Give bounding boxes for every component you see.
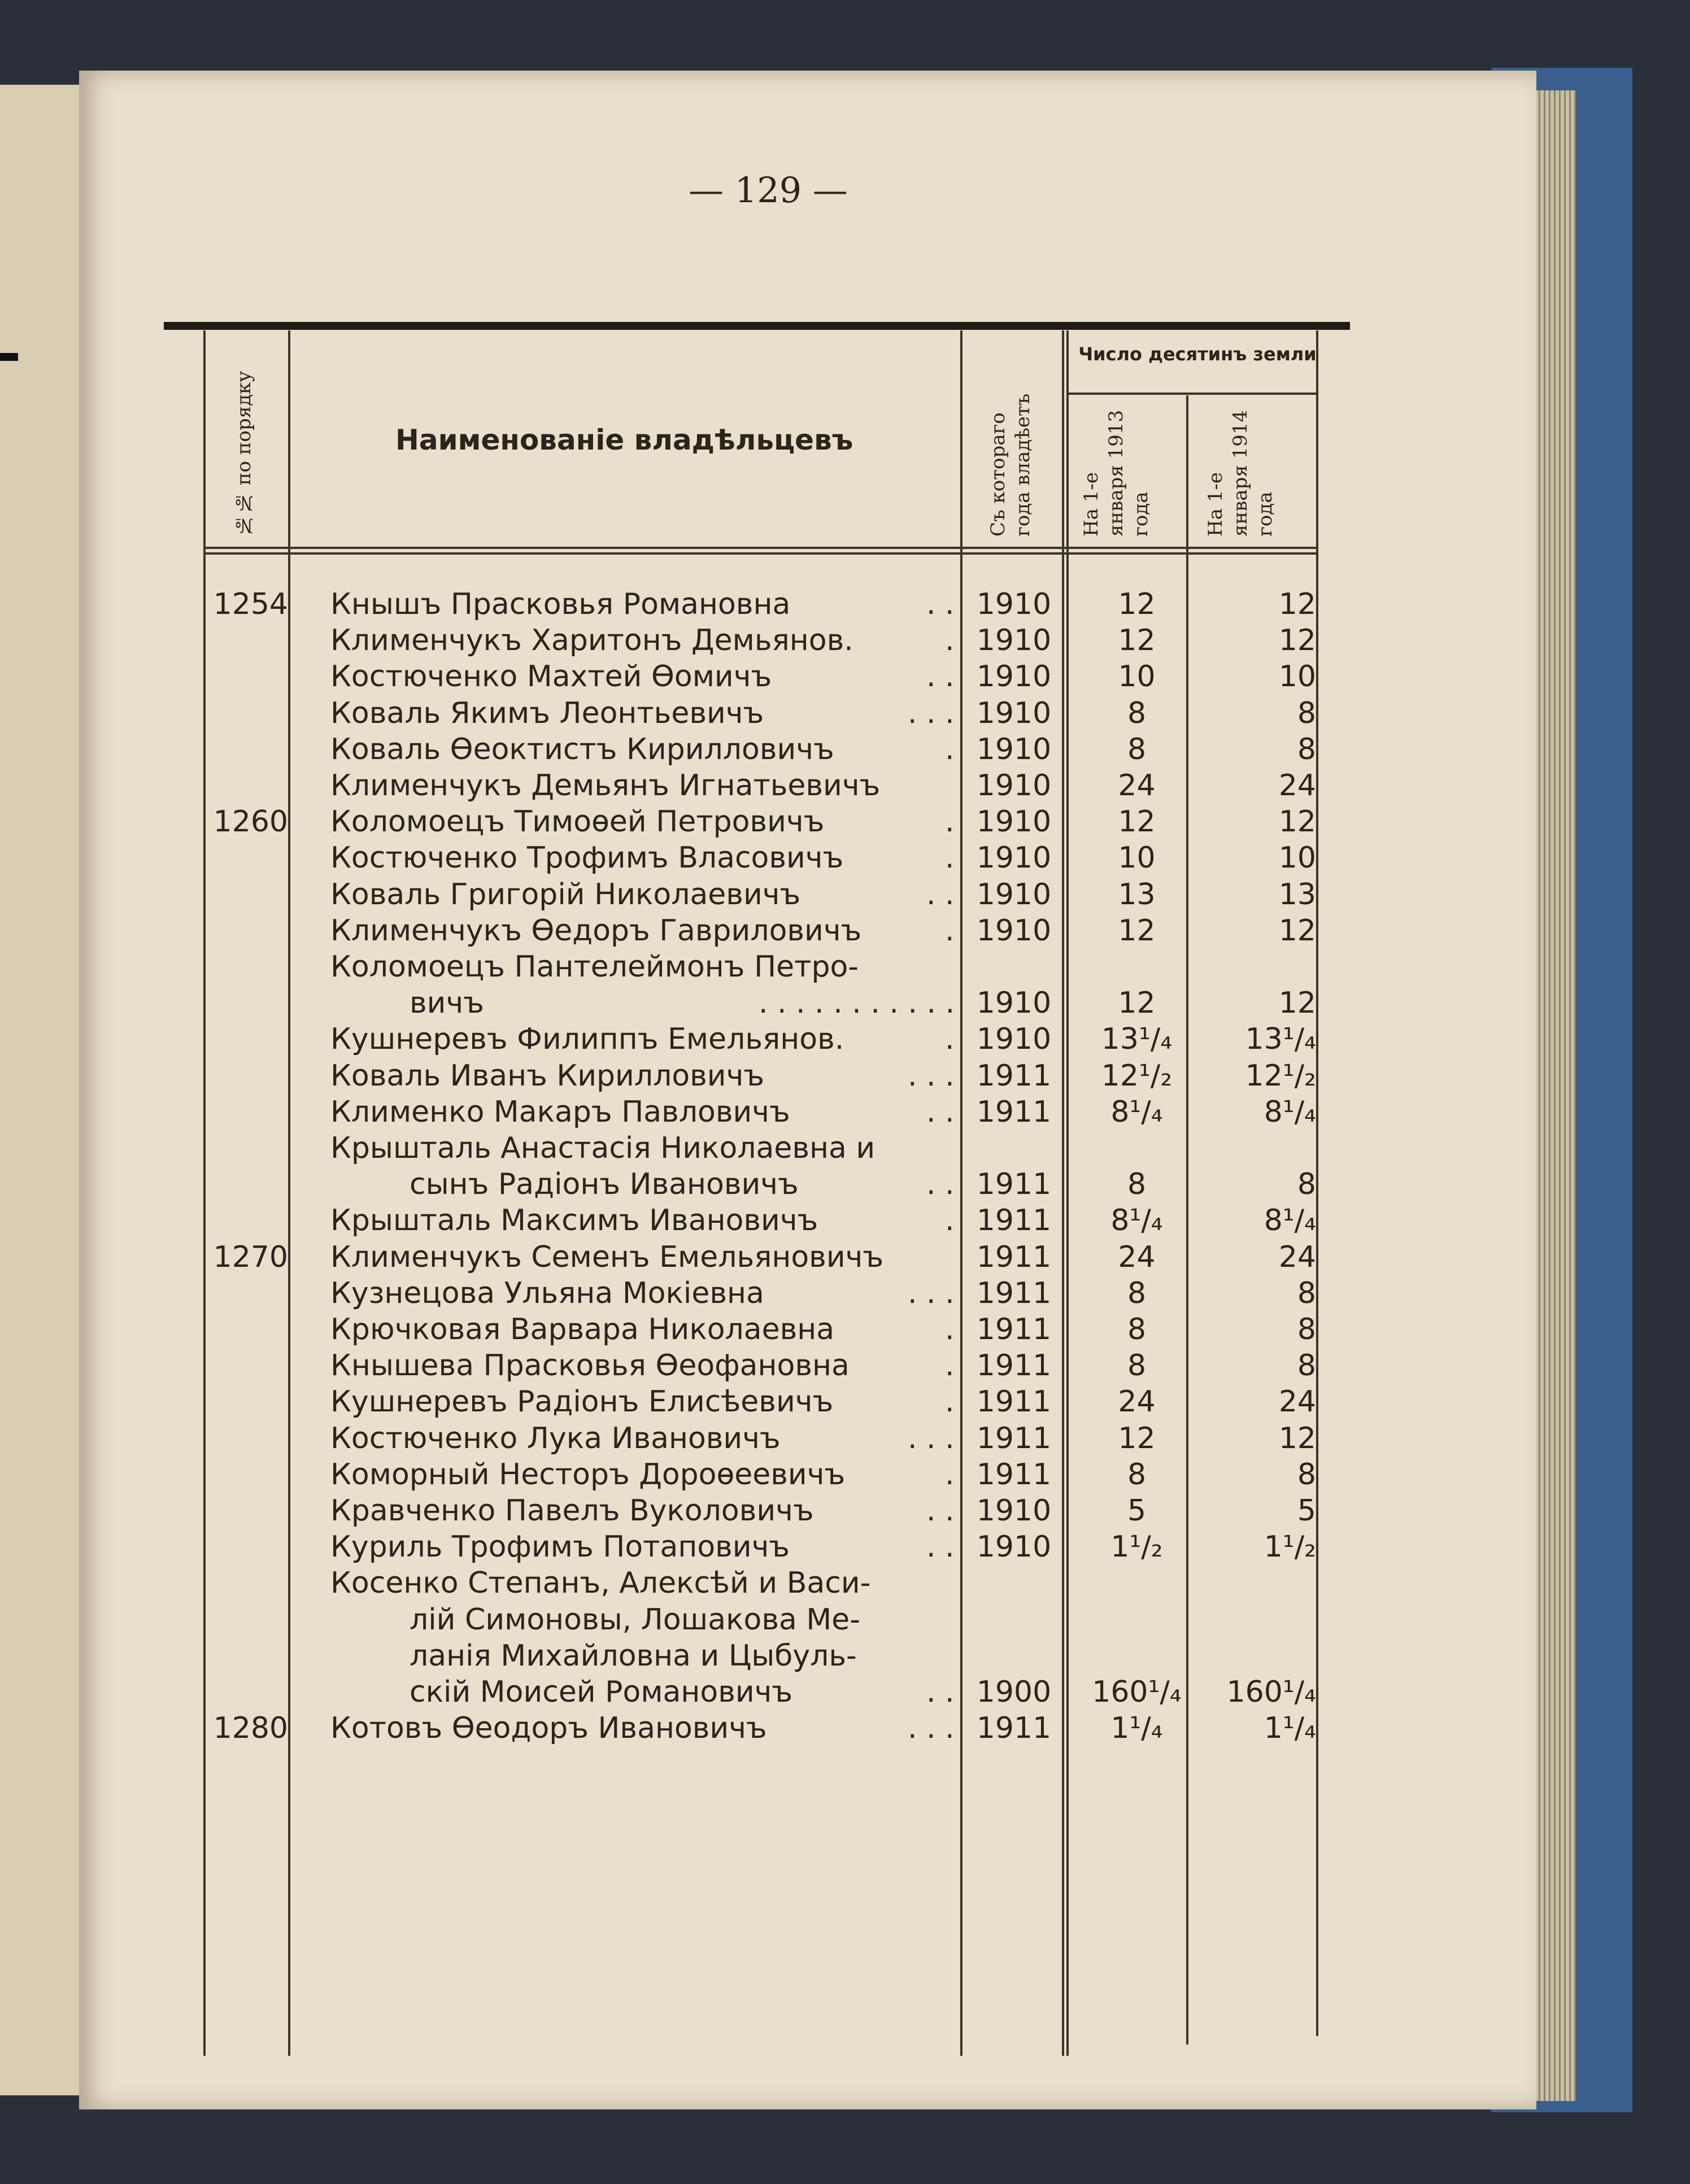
table-row: [0, 914, 1356, 950]
owner-name: Котовъ Ѳеодоръ Ивановичъ: [330, 1711, 767, 1746]
area-1913: 13: [1118, 877, 1156, 912]
leader-dots: . . .: [908, 1421, 955, 1455]
row-number: 1260: [213, 805, 288, 839]
table-row: [0, 1639, 1356, 1675]
owner-name: Кушнеревъ Филиппъ Емельянов.: [330, 1022, 844, 1057]
table-row: [0, 878, 1356, 914]
leader-dots: . .: [926, 660, 955, 694]
area-1913: 12: [1118, 1421, 1156, 1455]
since-year: 1911: [976, 1167, 1052, 1202]
since-year: 1911: [976, 1058, 1052, 1093]
owner-name: Кузнецова Ульяна Мокіевна: [330, 1276, 764, 1310]
table-row: [0, 805, 1356, 841]
area-1914: 12: [1278, 1421, 1316, 1455]
leader-dots: . .: [926, 1095, 955, 1129]
leader-dots: .: [945, 1204, 955, 1238]
leader-dots: .: [945, 913, 955, 948]
since-year: 1911: [976, 1711, 1052, 1746]
table-row: [0, 1095, 1356, 1131]
header-index: №№ по порядку: [233, 370, 255, 537]
owner-name: Коваль Якимъ Леонтьевичъ: [330, 696, 764, 730]
area-1914: 8: [1297, 1313, 1316, 1346]
table-row: [0, 1240, 1356, 1276]
leader-dots: . .: [926, 587, 955, 621]
leader-dots: . . .: [908, 696, 955, 730]
area-1913: 8¹/₄: [1110, 1204, 1163, 1238]
table-row: [0, 1349, 1356, 1385]
area-1913: 12: [1118, 624, 1156, 658]
area-1914: 1¹/₂: [1264, 1530, 1316, 1564]
table-row: [0, 1422, 1356, 1458]
area-1913: 10: [1118, 841, 1156, 875]
since-year: 1910: [976, 877, 1052, 912]
since-year: 1911: [976, 1204, 1052, 1238]
owner-name: Костюченко Махтей Ѳомичъ: [330, 660, 772, 694]
since-year: 1911: [976, 1313, 1052, 1346]
area-1914: 5: [1297, 1494, 1316, 1528]
table-row: [0, 950, 1356, 986]
table-row: [0, 1675, 1356, 1711]
since-year: 1910: [976, 660, 1052, 694]
owner-name: скій Моисей Романовичъ: [410, 1675, 793, 1709]
table-row: [0, 1059, 1356, 1095]
owner-name: Коломоецъ Тимоѳей Петровичъ: [330, 805, 825, 839]
table-row: [0, 696, 1356, 733]
area-1914: 8¹/₄: [1264, 1204, 1316, 1238]
owner-name: Клименко Макаръ Павловичъ: [330, 1095, 790, 1129]
area-1914: 8: [1297, 1276, 1316, 1310]
area-1913: 5: [1127, 1494, 1147, 1528]
owner-name: ланія Михайловна и Цыбуль-: [410, 1638, 857, 1673]
table-row: [0, 986, 1356, 1022]
area-1914: 12: [1278, 805, 1316, 839]
since-year: 1910: [976, 624, 1052, 658]
since-year: 1911: [976, 1421, 1052, 1455]
owner-name: лій Симоновы, Лошакова Ме-: [410, 1602, 860, 1637]
table-top-rule: [164, 322, 1350, 330]
leader-dots: . .: [926, 1167, 955, 1202]
area-1914: 24: [1278, 769, 1316, 803]
area-1913: 8: [1127, 1457, 1147, 1492]
table-row: [0, 1494, 1356, 1530]
header-owner: Наименованіе владѣльцевъ: [395, 424, 853, 456]
area-1913: 12¹/₂: [1101, 1058, 1173, 1093]
table-row: [0, 1022, 1356, 1058]
area-1913: 12: [1118, 913, 1156, 948]
owner-name: Крышталь Анастасія Николаевна и: [330, 1131, 876, 1165]
since-year: 1910: [976, 986, 1052, 1021]
since-year: 1911: [976, 1349, 1052, 1383]
area-1914: 8: [1297, 1167, 1316, 1202]
area-1913: 8¹/₄: [1110, 1095, 1163, 1129]
table-row: [0, 733, 1356, 769]
table-row: [0, 624, 1356, 660]
owner-name: Крышталь Максимъ Ивановичъ: [330, 1204, 818, 1238]
leader-dots: .: [945, 1457, 955, 1492]
since-year: 1911: [976, 1240, 1052, 1274]
header-group-rule: [1066, 393, 1318, 395]
area-1913: 24: [1118, 769, 1156, 803]
leader-dots: . . . . . . . . . . .: [759, 986, 955, 1021]
table-row: [0, 1566, 1356, 1602]
owner-name: Коваль Григорій Николаевичъ: [330, 877, 801, 912]
area-1913: 1¹/₂: [1110, 1530, 1163, 1564]
table-row: [0, 1167, 1356, 1204]
area-1914: 12: [1278, 913, 1316, 948]
table-row: [0, 587, 1356, 624]
area-1913: 24: [1118, 1385, 1156, 1419]
since-year: 1910: [976, 841, 1052, 875]
area-1913: 24: [1118, 1240, 1156, 1274]
since-year: 1910: [976, 732, 1052, 766]
since-year: 1910: [976, 587, 1052, 621]
leader-dots: .: [945, 624, 955, 658]
since-year: 1900: [976, 1675, 1052, 1709]
area-1913: 10: [1118, 660, 1156, 694]
leader-dots: .: [945, 1349, 955, 1383]
header-area-group: Число десятинъ земли: [1078, 343, 1317, 365]
area-1913: 8: [1127, 696, 1147, 730]
since-year: 1910: [976, 805, 1052, 839]
area-1914: 12¹/₂: [1245, 1058, 1316, 1093]
table-row: [0, 1530, 1356, 1566]
area-1914: 160¹/₄: [1226, 1675, 1316, 1709]
since-year: 1911: [976, 1276, 1052, 1310]
leader-dots: . . .: [908, 1276, 955, 1310]
table-row: [0, 1458, 1356, 1494]
adjacent-page-mark: [0, 353, 18, 361]
since-year: 1911: [976, 1457, 1052, 1492]
area-1914: 24: [1278, 1240, 1316, 1274]
leader-dots: . .: [926, 877, 955, 912]
owner-name: Куриль Трофимъ Потаповичъ: [330, 1530, 790, 1564]
owner-name: Коваль Иванъ Кирилловичъ: [330, 1058, 765, 1093]
area-1913: 13¹/₄: [1101, 1022, 1173, 1057]
area-1913: 12: [1118, 805, 1156, 839]
since-year: 1910: [976, 1494, 1052, 1528]
owner-name: Косенко Степанъ, Алексѣй и Васи-: [330, 1566, 871, 1601]
page-number: — 129 —: [689, 169, 848, 211]
area-1913: 1¹/₄: [1110, 1711, 1163, 1746]
owner-name: вичъ: [410, 986, 484, 1021]
area-1914: 10: [1278, 660, 1316, 694]
table-row: [0, 1385, 1356, 1421]
since-year: 1910: [976, 913, 1052, 948]
table-row: [0, 1204, 1356, 1240]
area-1914: 8: [1297, 696, 1316, 730]
area-1914: 1¹/₄: [1264, 1711, 1316, 1746]
since-year: 1910: [976, 1022, 1052, 1057]
leader-dots: .: [945, 841, 955, 875]
table-row: [0, 1313, 1356, 1349]
owner-name: сынъ Радіонъ Ивановичъ: [410, 1167, 799, 1202]
header-area-1913: На 1-е января 1913 года: [1080, 409, 1152, 537]
header-bottom-rule-2: [203, 552, 1318, 555]
area-1914: 12: [1278, 587, 1316, 621]
area-1914: 13: [1278, 877, 1316, 912]
owner-name: Крючковая Варвара Николаевна: [330, 1313, 835, 1346]
header-area-1914: На 1-е января 1914 года: [1204, 409, 1277, 537]
area-1914: 13¹/₄: [1245, 1022, 1316, 1057]
leader-dots: . .: [926, 1675, 955, 1709]
owner-name: Клименчукъ Семенъ Емельяновичъ: [330, 1240, 884, 1274]
leader-dots: .: [945, 1313, 955, 1346]
area-1914: 8: [1297, 1349, 1316, 1383]
since-year: 1910: [976, 1530, 1052, 1564]
table-row: [0, 769, 1356, 805]
area-1913: 12: [1118, 587, 1156, 621]
leader-dots: . . .: [908, 1058, 955, 1093]
owner-name: Кушнеревъ Радіонъ Елисѣевичъ: [330, 1385, 834, 1419]
since-year: 1911: [976, 1385, 1052, 1419]
area-1914: 12: [1278, 624, 1316, 658]
table-row: [0, 1131, 1356, 1167]
since-year: 1910: [976, 696, 1052, 730]
row-number: 1280: [213, 1711, 288, 1746]
area-1913: 12: [1118, 986, 1156, 1021]
table-row: [0, 1603, 1356, 1639]
owner-name: Коломоецъ Пантелеймонъ Петро-: [330, 950, 859, 984]
area-1914: 8: [1297, 1457, 1316, 1492]
area-1914: 12: [1278, 986, 1316, 1021]
owner-name: Клименчукъ Харитонъ Демьянов.: [330, 624, 853, 658]
area-1913: 8: [1127, 1349, 1147, 1383]
owner-name: Костюченко Лука Ивановичъ: [330, 1421, 781, 1455]
header-bottom-rule: [203, 547, 1318, 549]
table-row: [0, 841, 1356, 877]
row-number: 1254: [213, 587, 288, 621]
owner-name: Клименчукъ Ѳедоръ Гавриловичъ: [330, 913, 862, 948]
area-1914: 8¹/₄: [1264, 1095, 1316, 1129]
owner-name: Кнышъ Прасковья Романовна: [330, 587, 791, 621]
table-row: [0, 660, 1356, 696]
owner-name: Кнышева Прасковья Ѳеофановна: [330, 1349, 850, 1383]
area-1913: 8: [1127, 1167, 1147, 1202]
leader-dots: . . .: [908, 1711, 955, 1746]
leader-dots: . .: [926, 1530, 955, 1564]
leader-dots: .: [945, 1022, 955, 1057]
area-1914: 8: [1297, 732, 1316, 766]
since-year: 1910: [976, 769, 1052, 803]
area-1913: 160¹/₄: [1092, 1675, 1182, 1709]
owner-name: Коваль Ѳеоктистъ Кирилловичъ: [330, 732, 834, 766]
area-1913: 8: [1127, 1313, 1147, 1346]
leader-dots: .: [945, 805, 955, 839]
owner-name: Кравченко Павелъ Вуколовичъ: [330, 1494, 814, 1528]
leader-dots: .: [945, 732, 955, 766]
table-row: [0, 1711, 1356, 1747]
leader-dots: . .: [926, 1494, 955, 1528]
table-row: [0, 1276, 1356, 1313]
area-1913: 8: [1127, 1276, 1147, 1310]
area-1914: 10: [1278, 841, 1316, 875]
owner-name: Коморный Несторъ Дороѳеевичъ: [330, 1457, 846, 1492]
owner-name: Клименчукъ Демьянъ Игнатьевичъ: [330, 769, 881, 803]
area-1914: 24: [1278, 1385, 1316, 1419]
leader-dots: .: [945, 1385, 955, 1419]
area-1913: 8: [1127, 732, 1147, 766]
row-number: 1270: [213, 1240, 288, 1274]
since-year: 1911: [976, 1095, 1052, 1129]
owner-name: Костюченко Трофимъ Власовичъ: [330, 841, 844, 875]
header-since: Съ котораго года владѣетъ: [987, 393, 1034, 537]
